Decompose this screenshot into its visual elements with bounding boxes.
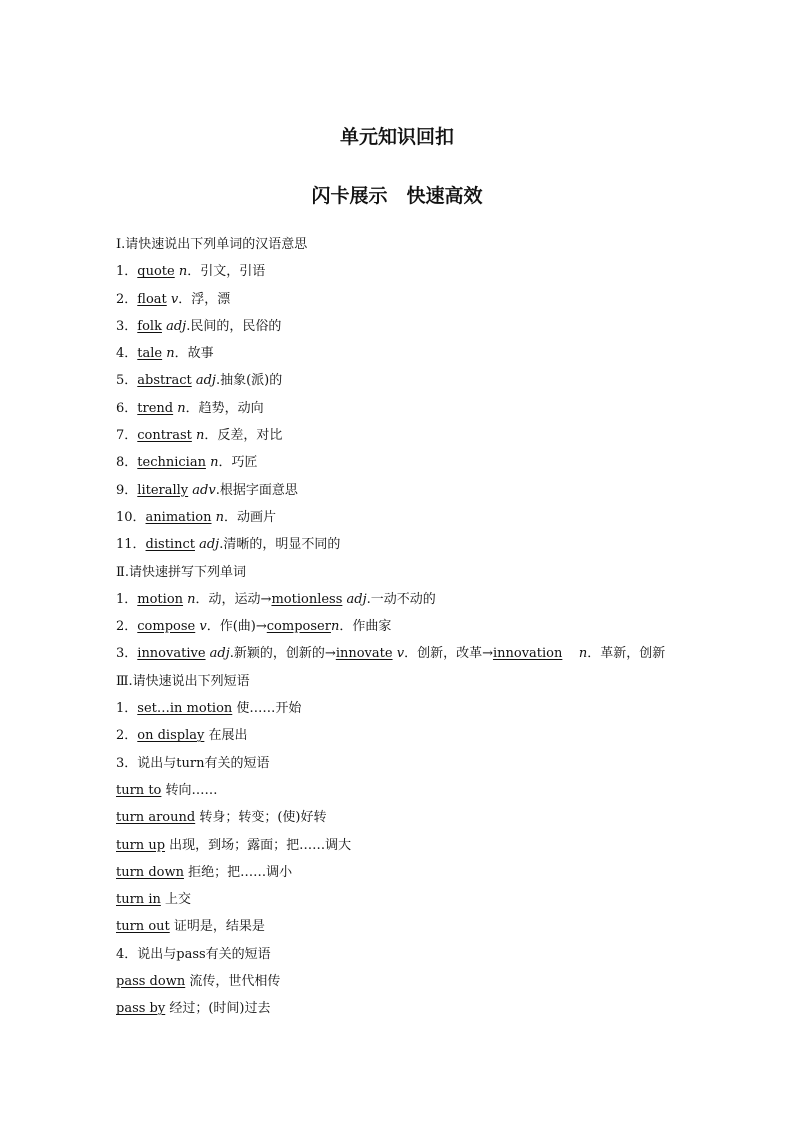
vocab-item — [116, 367, 716, 394]
meaning: 出现，到场；露面；把……调大 — [169, 837, 352, 853]
meaning: 反差，对比 — [217, 428, 283, 444]
part-of-speech: n — [330, 619, 340, 635]
answer-phrase: pass down — [116, 974, 186, 990]
meaning: 趋势，动向 — [198, 400, 264, 416]
meaning: 巧匠 — [231, 455, 258, 471]
meaning: 上交 — [165, 892, 192, 908]
vocab-item — [116, 258, 716, 285]
answer-word: trend — [137, 400, 174, 416]
phrase-item — [116, 695, 716, 722]
pos-separator: ． — [178, 291, 192, 307]
vocab-item — [116, 504, 716, 531]
part-of-speech: n — [166, 346, 175, 362]
meaning: 在展出 — [208, 728, 248, 744]
item-number: 6． — [116, 400, 138, 416]
pos-separator: . — [215, 482, 220, 498]
phrase-item — [116, 995, 716, 1022]
meaning: 根据字面意思 — [219, 482, 298, 498]
pos-separator: ． — [204, 428, 218, 444]
part-of-speech: adv — [192, 482, 216, 498]
pos-separator: ． — [187, 264, 201, 280]
part-of-speech: adj — [166, 318, 187, 334]
vocab-item — [116, 286, 716, 313]
meaning: 动画片 — [237, 509, 277, 525]
subsection-heading: 3．说出与turn有关的短语 — [116, 755, 270, 771]
answer-word: float — [137, 291, 167, 307]
phrase-item — [116, 722, 716, 749]
meaning: 拒绝；把……调小 — [188, 864, 293, 880]
item-number: 1． — [116, 264, 138, 280]
item-number: 2． — [116, 291, 138, 307]
document-body — [116, 231, 716, 1023]
answer-phrase: set…in motion — [137, 701, 233, 717]
answer-word: animation — [145, 509, 212, 525]
phrase-item — [116, 913, 716, 940]
part-of-speech: n — [178, 264, 188, 280]
meaning: 经过；(时间)过去 — [169, 1001, 271, 1017]
phrase-item — [116, 804, 716, 831]
part-of-speech: n — [177, 400, 186, 416]
answer-word: quote — [137, 264, 175, 280]
answer-word: innovative — [137, 646, 206, 662]
part-of-speech: n — [578, 646, 588, 662]
answer-word: folk — [137, 318, 162, 334]
meaning: ．作(曲)→ — [206, 619, 267, 635]
meaning: ．革新，创新 — [587, 646, 666, 662]
meaning: ．动，运动→ — [195, 591, 272, 607]
section-heading-2: Ⅱ.请快速拼写下列单词 — [116, 564, 246, 580]
answer-word: composer — [266, 619, 331, 635]
vocab-item — [116, 531, 716, 558]
phrase-item — [116, 968, 716, 995]
section-heading-1: Ⅰ.请快速说出下列单词的汉语意思 — [116, 237, 308, 252]
answer-phrase: turn to — [116, 782, 162, 798]
pass-phrase-list — [116, 968, 716, 1023]
section-heading-3: Ⅲ.请快速说出下列短语 — [116, 673, 250, 689]
meaning: 转向…… — [165, 782, 218, 798]
part-of-speech: n — [215, 509, 225, 525]
part-of-speech: adj — [199, 537, 220, 553]
answer-word: innovate — [335, 646, 393, 662]
part-of-speech: v — [396, 646, 405, 662]
meaning: .新颖的，创新的→ — [229, 646, 336, 662]
item-number: 10． — [116, 509, 146, 525]
page-title: 单元知识回扣 — [339, 126, 454, 148]
meaning: 使……开始 — [236, 701, 302, 717]
answer-phrase: turn in — [116, 892, 161, 908]
item-number: 7． — [116, 428, 138, 444]
part-of-speech: adj — [346, 591, 367, 607]
phrase-item — [116, 777, 716, 804]
vocab-item — [116, 340, 716, 367]
part-of-speech: adj — [209, 646, 230, 662]
answer-word: technician — [137, 455, 206, 471]
item-number: 4． — [116, 346, 138, 362]
meaning: 转身；转变；(使)好转 — [199, 810, 327, 826]
spelling-item — [116, 613, 716, 640]
phrase-item — [116, 886, 716, 913]
answer-word: abstract — [137, 373, 192, 389]
answer-word: contrast — [137, 428, 192, 444]
meaning: 民间的，民俗的 — [190, 318, 282, 334]
meaning: ．创新，改革→ — [404, 646, 493, 662]
part-of-speech: adj — [195, 373, 216, 389]
pos-separator: . — [219, 537, 224, 553]
phrase-item — [116, 832, 716, 859]
item-number: 9． — [116, 482, 138, 498]
part-of-speech: n — [196, 428, 205, 444]
answer-word: literally — [137, 482, 189, 498]
pos-separator: . — [215, 373, 221, 389]
meaning: 流传，世代相传 — [189, 974, 281, 990]
item-number: 1． — [116, 701, 138, 717]
answer-phrase: turn down — [116, 864, 184, 880]
part-of-speech: v — [199, 619, 207, 635]
answer-word: compose — [137, 619, 196, 635]
meaning: .一动不动的 — [366, 591, 436, 607]
pos-separator: ． — [224, 509, 238, 525]
answer-word: motion — [137, 591, 184, 607]
answer-phrase: pass by — [116, 1001, 166, 1017]
vocab-item — [116, 477, 716, 504]
meaning: 清晰的，明显不同的 — [223, 537, 341, 553]
meaning: ．作曲家 — [339, 619, 392, 635]
answer-word: distinct — [145, 537, 195, 553]
answer-phrase: turn up — [116, 837, 166, 853]
vocab-item — [116, 449, 716, 476]
answer-word: tale — [137, 346, 163, 362]
vocab-item — [116, 422, 716, 449]
vocab-item — [116, 313, 716, 340]
item-number: 3． — [116, 318, 138, 334]
answer-phrase: turn out — [116, 919, 170, 935]
page-subtitle: 闪卡展示 快速高效 — [311, 185, 483, 207]
item-number: 8． — [116, 455, 138, 471]
item-number: 1． — [116, 591, 138, 607]
pos-separator: ． — [218, 455, 232, 471]
answer-phrase: on display — [137, 728, 205, 744]
spelling-item — [116, 586, 716, 613]
pos-separator: . — [186, 318, 191, 334]
vocab-list — [116, 258, 716, 558]
meaning: 证明是，结果是 — [173, 919, 265, 935]
item-number: 5． — [116, 373, 138, 389]
answer-word: motionless — [271, 591, 343, 607]
item-number: 3． — [116, 646, 138, 662]
item-number: 2． — [116, 728, 138, 744]
meaning: 故事 — [187, 346, 214, 362]
answer-phrase: turn around — [116, 810, 196, 826]
meaning: 浮，漂 — [191, 291, 231, 307]
part-of-speech: v — [170, 291, 179, 307]
part-of-speech: n — [210, 455, 219, 471]
spelling-item — [116, 640, 716, 667]
part-of-speech: n — [187, 591, 196, 607]
meaning: 引文，引语 — [200, 264, 266, 280]
pos-separator: ． — [185, 400, 199, 416]
answer-word: innovation — [492, 646, 563, 662]
vocab-item — [116, 395, 716, 422]
turn-phrase-list — [116, 777, 716, 941]
meaning: 抽象(派)的 — [220, 373, 283, 389]
subsection-heading: 4．说出与pass有关的短语 — [116, 946, 271, 962]
phrase-item — [116, 859, 716, 886]
pos-separator: ． — [174, 346, 188, 362]
item-number: 11． — [116, 537, 146, 553]
item-number: 2． — [116, 619, 138, 635]
